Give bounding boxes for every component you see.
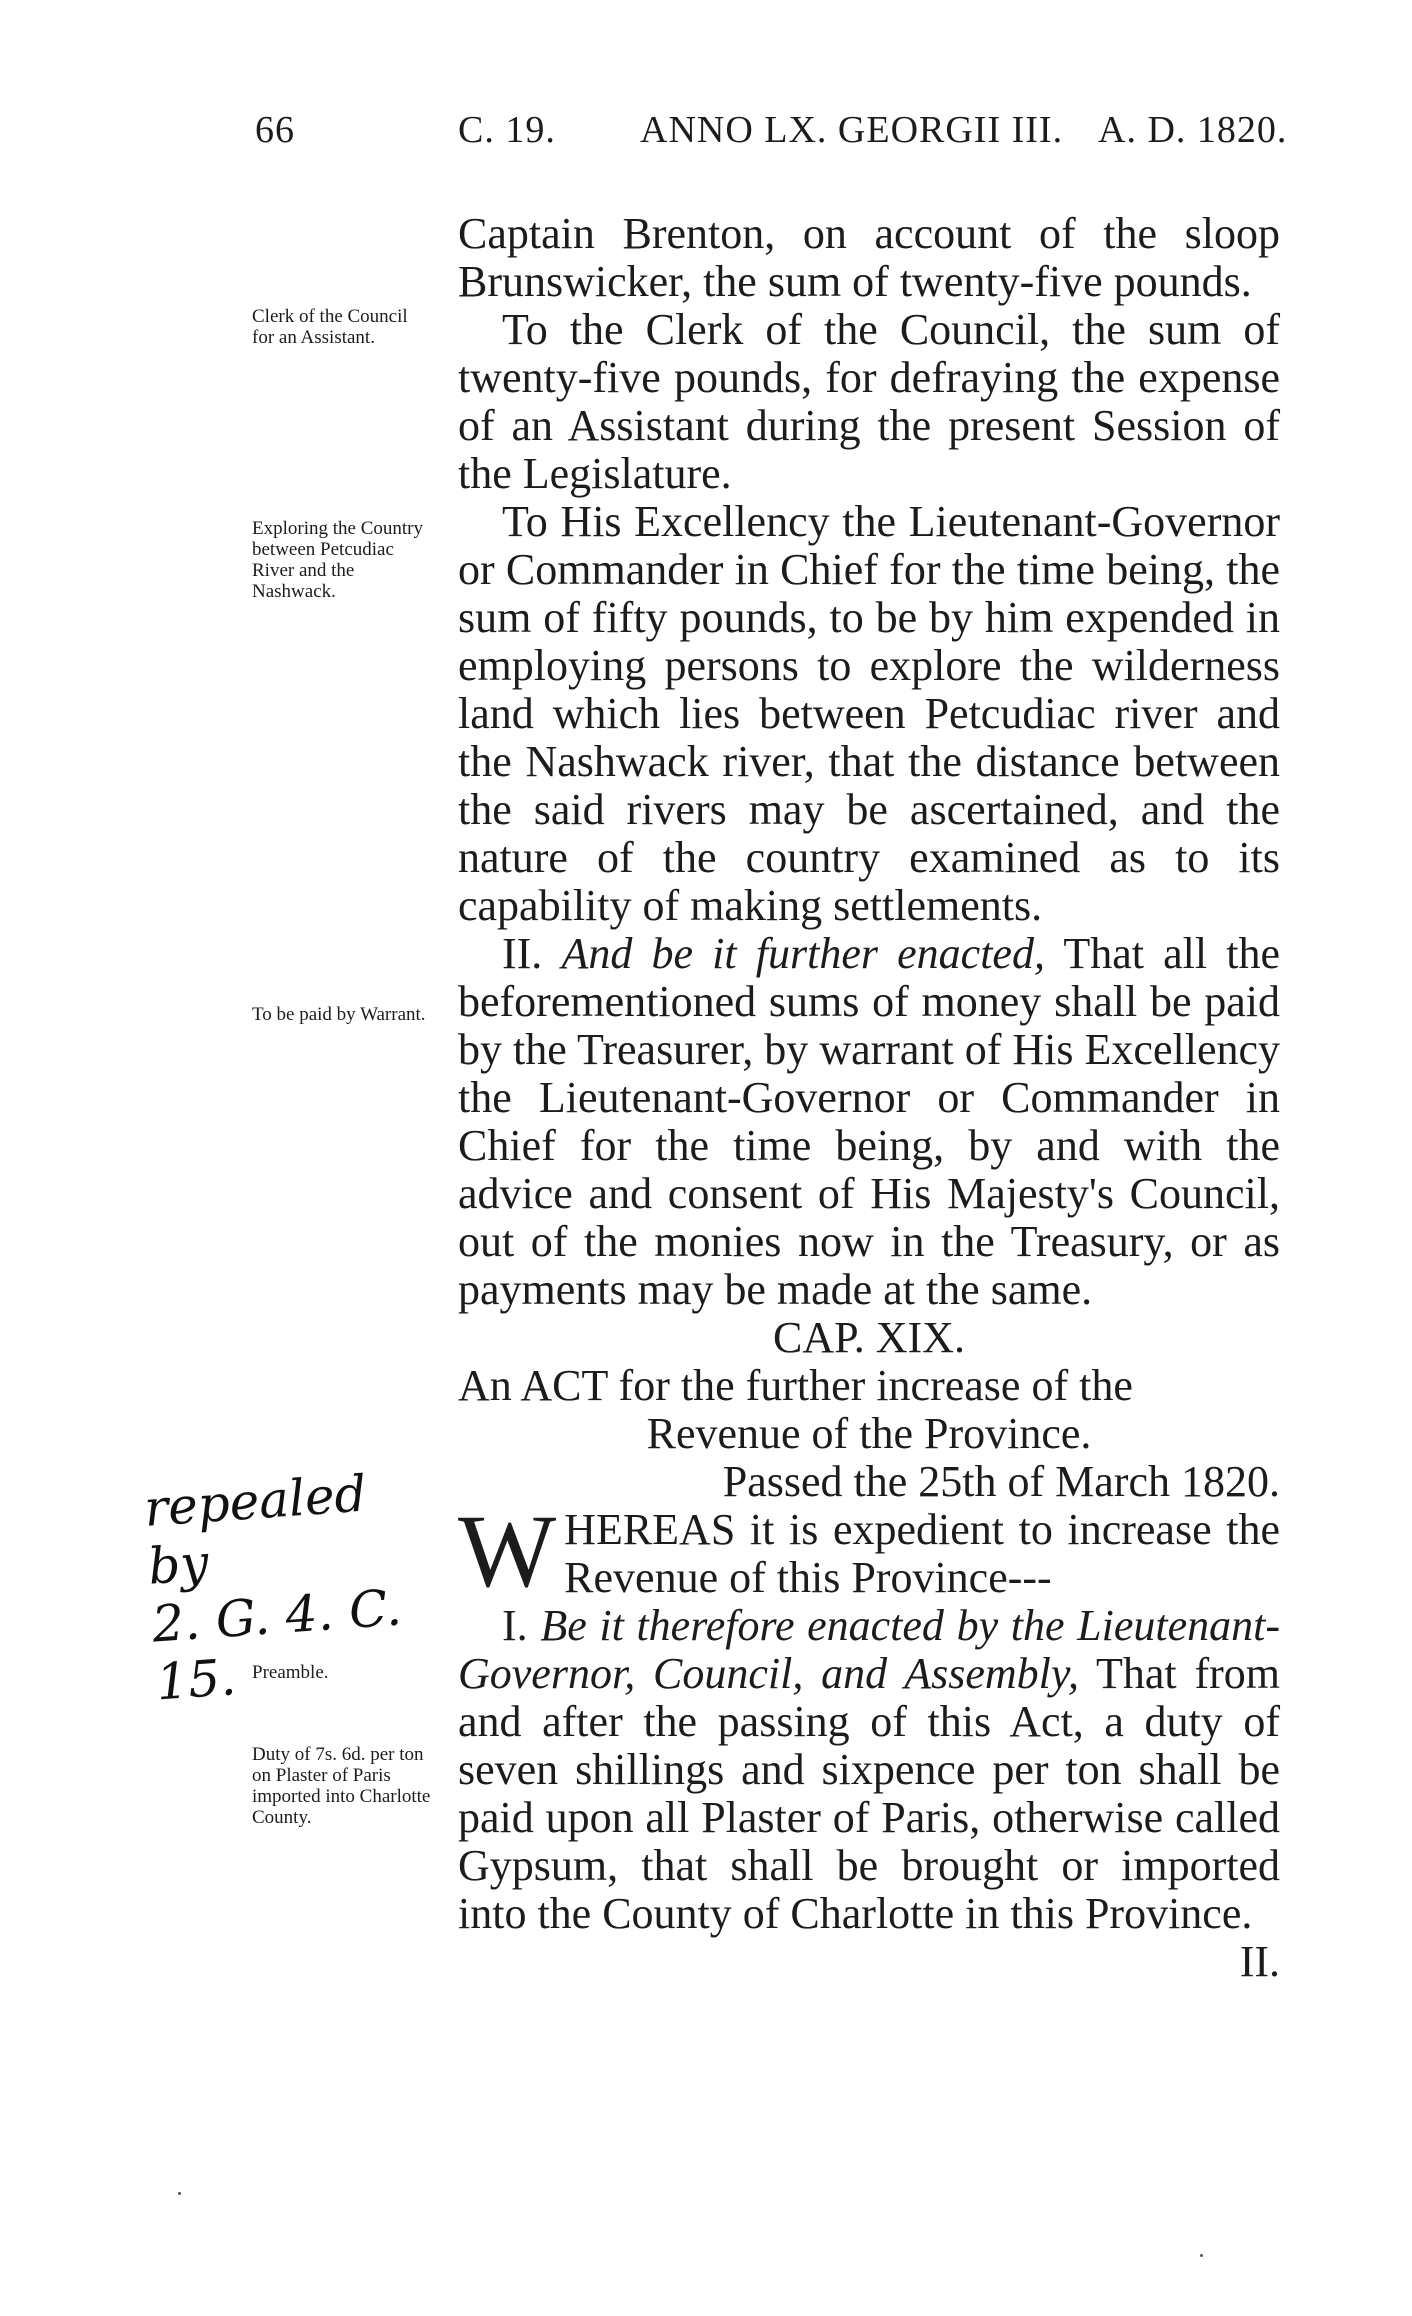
section-1-number: I. [502,1601,528,1650]
page-end [458,1938,1280,1986]
section-2-text: That all the beforementioned sums of money shall be paid by the Treasurer, by warrant of His Excellency the Lieutenant-Governor or Commander in Chief for the time being, by and with the advice and consent of His Majesty's Council, out of the monies now in the Treasury, or as payments may be made at the same. [458,929,1280,1314]
section-2-number: II. [502,929,543,978]
page-number: 66 [255,109,295,151]
paragraph-clerk: To the Clerk of the Council, the sum of twenty-five pounds, for defraying the expense of an Assistant during the present Session of the Legislature. [458,305,1280,498]
speck [178,2192,181,2195]
paragraph-brenton: Captain Brenton, on account of the sloop Brunswicker, the sum of twenty-five pounds. [458,209,1280,306]
preamble-text: HEREAS it is expedient to increase the Revenue of this Province--- [564,1505,1280,1602]
margin-note-clerk: Clerk of the Council for an Assistant. [252,306,408,348]
header-year: A. D. 1820. [1098,109,1288,151]
speck [1200,2254,1203,2257]
catchword: II. [1239,1937,1280,1986]
margin-note-preamble: Preamble. [252,1662,329,1683]
paragraph-exploring: To His Excellency the Lieutenant-Governor or Commander in Chief for the time being, the sum of fifty pounds, to be by him expended in employing persons to explore the wilderness land which lies between Petcudiac river and the Nashwack river, that the distance between the said rivers may be ascertained, and the nature of the country examined as to its capability of making settlements. [458,497,1280,930]
margin-note-warrant: To be paid by Warrant. [252,1004,426,1025]
act-title-line-2: Revenue of the Province. [646,1409,1092,1458]
chapter-number: C. 19. [458,109,556,151]
margin-note-duty: Duty of 7s. 6d. per ton on Plaster of Paris imported into Charlotte County. [252,1744,431,1828]
section-2 [458,930,1280,1314]
act-title-line-1: An ACT for the further increase of the [458,1361,1133,1410]
regnal-year: ANNO LX. GEORGII III. [640,109,1064,151]
section-1-text: That from and after the passing of this Act, a duty of seven shillings and sixpence per ton shall be paid upon all Plaster of Paris, otherwise called Gypsum, that shall be brought or imported into the County of Charlotte in this Province. [458,1649,1280,1938]
handwritten-line-2: 2. G. 4. C. 15. [150,1578,404,1712]
handwritten-line-1: repealed by [142,1464,369,1596]
section-1-enacting-clause: Be it therefore enacted by the Lieutenant-Governor, Council, and Assembly, [458,1601,1281,1698]
margin-note-exploring: Exploring the Country between Petcudiac River and the Nashwack. [252,518,423,602]
main-text [458,210,1280,1986]
cap-title: CAP. XIX. [773,1313,965,1362]
passed-date: Passed the 25th of March 1820. [722,1457,1280,1506]
drop-cap: W [458,1494,557,1609]
preamble-paragraph [458,1494,1280,1609]
section-2-enacting-clause: And be it further enacted, [561,929,1045,978]
handwritten-annotation [142,1461,438,1712]
section-1 [458,1602,1280,1938]
